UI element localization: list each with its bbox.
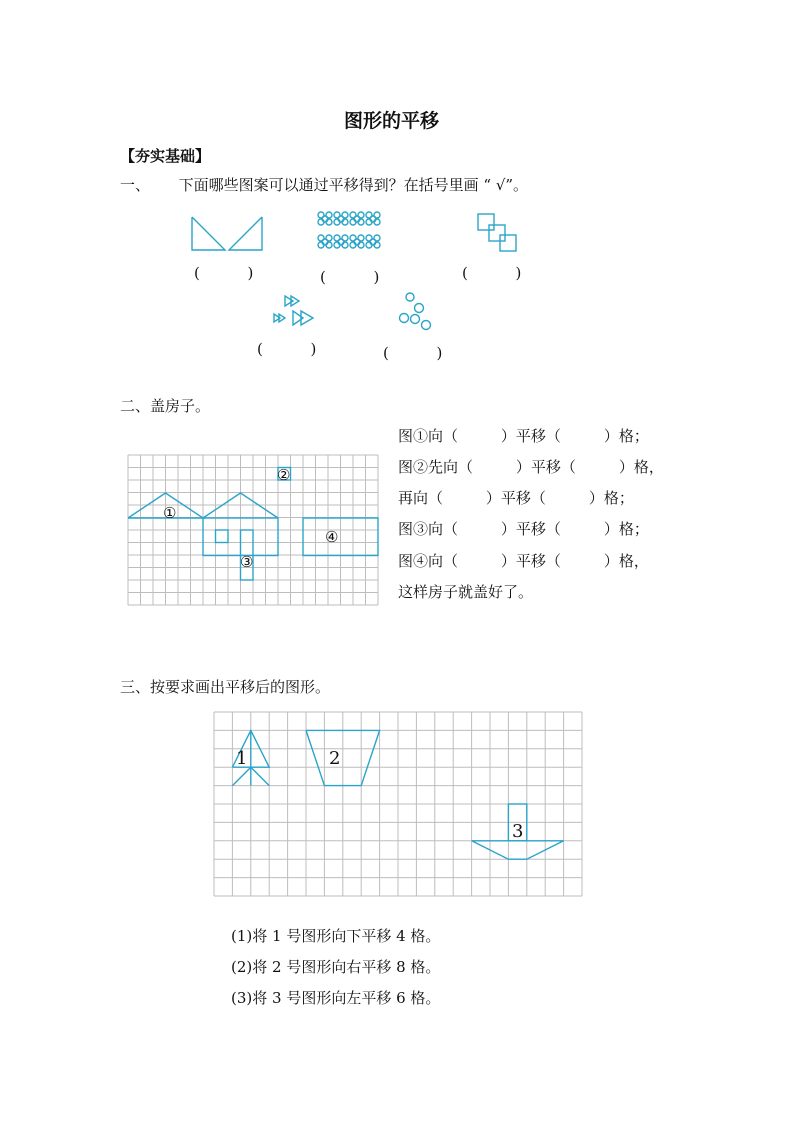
q1-bracket-5[interactable]: ( ): [383, 344, 443, 362]
q3-prompt: 三、按要求画出平移后的图形。: [120, 678, 331, 696]
q1-bracket-3[interactable]: ( ): [462, 264, 522, 282]
q2-prompt: 二、盖房子。: [120, 397, 211, 415]
pattern-triangles: [190, 215, 270, 255]
q3-instruction-2: (2)将 2 号图形向右平移 8 格。: [231, 958, 441, 976]
q2-line-5: 图④向（ ）平移（ ）格，: [398, 552, 649, 570]
house-shapes: [128, 455, 378, 607]
q2-line-6: 这样房子就盖好了。: [398, 583, 534, 601]
q1-bracket-1[interactable]: ( ): [194, 264, 254, 282]
page-title: 图形的平移: [344, 110, 440, 132]
house-label-3: ③: [240, 553, 254, 571]
q2-line-3: 再向（ ）平移（ ）格；: [398, 489, 634, 507]
house-label-2: ②: [277, 466, 291, 484]
house-label-1: ①: [163, 504, 177, 522]
pattern-squares: [477, 213, 519, 255]
shape-label-1: 1: [236, 748, 248, 769]
q1-prompt: 一、 下面哪些图案可以通过平移得到？在括号里画 “ √”。: [120, 176, 529, 194]
q3-instruction-1: (1)将 1 号图形向下平移 4 格。: [231, 927, 441, 945]
q3-instruction-3: (3)将 3 号图形向左平移 6 格。: [231, 989, 441, 1007]
q1-bracket-4[interactable]: ( ): [257, 340, 317, 358]
q2-line-4: 图③向（ ）平移（ ）格；: [398, 520, 649, 538]
pattern-arrow-triangles: [271, 294, 317, 328]
house-label-4: ④: [325, 528, 339, 546]
pattern-flowers: [317, 210, 387, 256]
q2-line-2: 图②先向（ ）平移（ ）格，: [398, 458, 664, 476]
section-label: 【夯实基础】: [120, 147, 211, 165]
shape-label-2: 2: [329, 748, 341, 769]
q2-line-1: 图①向（ ）平移（ ）格；: [398, 427, 649, 445]
shape-label-3: 3: [512, 821, 524, 842]
pattern-circles: [396, 290, 436, 332]
translate-shapes: [214, 712, 582, 896]
q1-bracket-2[interactable]: ( ): [320, 268, 380, 286]
